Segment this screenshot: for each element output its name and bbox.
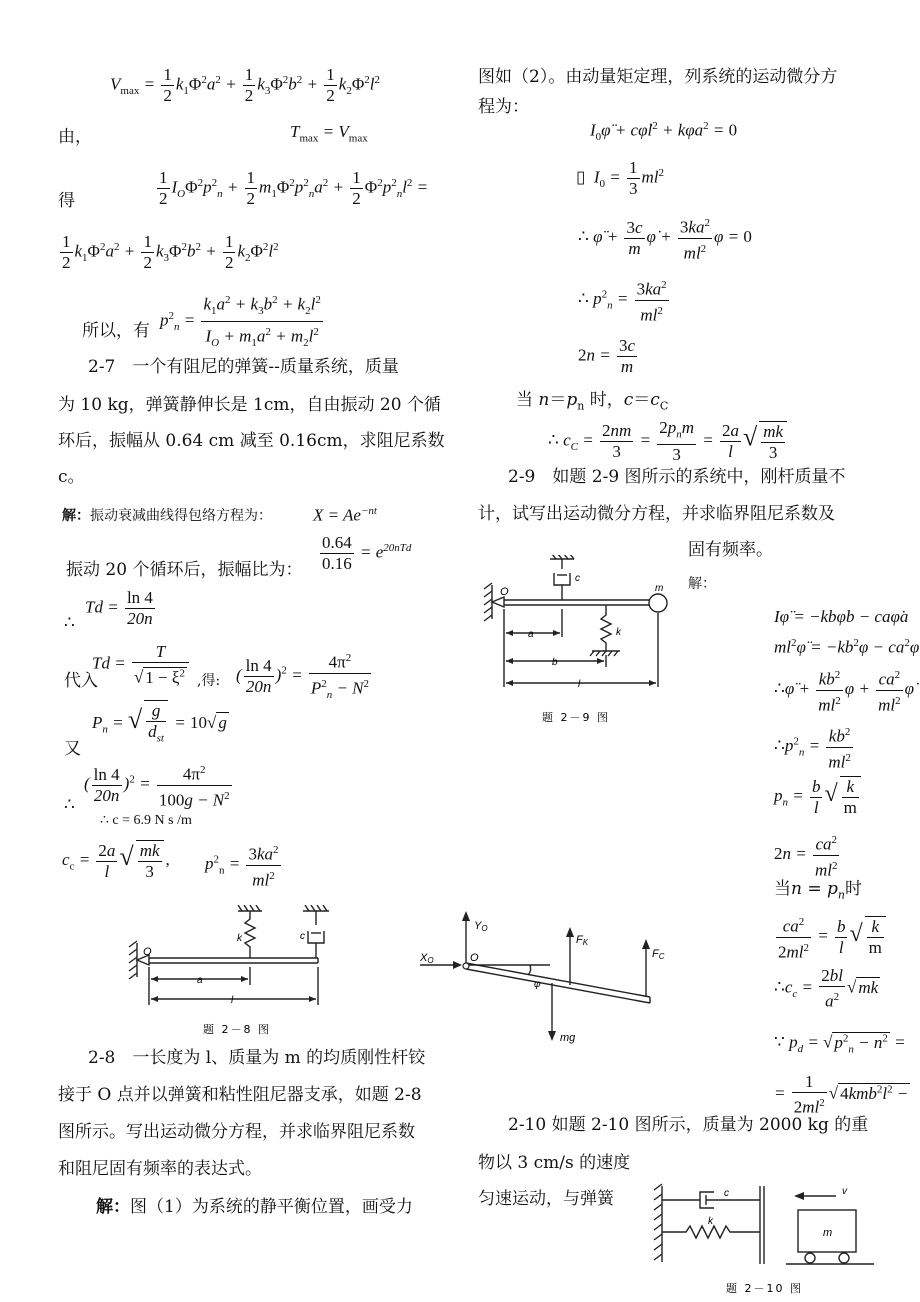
fbd-label-yo: YO (474, 920, 488, 933)
eq-cc-right: ∴ $c_C$ = $\frac{2nm}{3}$ = $\frac{2p_nm}{3}$ = $\frac{2a}{l}$ √ $\frac{mk}{3}$ (548, 418, 789, 465)
right-line-2: 程为： (478, 97, 529, 117)
fig28-label-o: O (143, 946, 152, 958)
eq-s1: Iφ̈ = −kbφb − caφ̇a (774, 607, 909, 626)
fig29-label-k: k (616, 627, 621, 638)
eq-cc: $c_c$ = $\frac{2a}{l}$ √ $\frac{mk}{3}$ , (62, 840, 170, 881)
eq-pn-sqrt: $P_n$ = √ $\frac{g}{d_{st}}$ = 10√ g (92, 700, 229, 748)
eq-s8: $\frac{ca^2}{2ml^2}$ = $\frac{b}{l}$ √ $\frac{k}{m}$ (774, 912, 888, 962)
eq-amp-ratio: $\frac{0.64}{0.16}$ = $e^{20nTd}$ (322, 533, 412, 573)
fig29-caption: 题 2－9 图 (542, 711, 610, 724)
eq-s5: $p_n$ = $\frac{b}{l}$ √ $\frac{k}{m}$ (774, 776, 863, 818)
fig210-label-k: k (708, 1216, 713, 1227)
eq-tmax-vmax: $T_{max} = V_{max}$ (290, 122, 368, 145)
eq-final-ln: ( $\frac{\ln 4}{20n}$ )$^2$ = $\frac{4\pi^2}{100g - N^2}$ (84, 764, 230, 810)
eq-2n: 2n = $\frac{3c}{m}$ (578, 336, 636, 376)
fig29-label-a: a (528, 629, 534, 640)
p27-line-2: 为 10 kg，弹簧静伸长是 1cm，自由振动 20 个循 (58, 395, 441, 415)
text-de2: ,得: (197, 673, 221, 689)
fbd-label-fc: FC (652, 948, 665, 961)
p29-line-2: 计，试写出运动微分方程，并求临界阻尼系数及 (478, 504, 835, 524)
fig29-label-c: c (575, 573, 580, 584)
therefore-2: ∴ (64, 795, 75, 815)
right-line-1: 图如（2）。由动量矩定理，列系统的运动微分方 (478, 67, 838, 87)
text-you2: 又 (64, 739, 81, 759)
fig28-label-k: k (237, 933, 242, 944)
text-you: 由， (58, 127, 92, 147)
eq-pn-right: ∴ $p^2_n$ = $\frac{3ka^2}{ml^2}$ (578, 279, 667, 325)
fig210-label-m: m (823, 1227, 833, 1239)
eq-s6: 2n = $\frac{ca^2}{ml^2}$ (774, 834, 838, 880)
eq-motion-1: $I_0\varphï$ + $c\varphi̇l^2 + k\varphi a^2 = 0$ (590, 120, 738, 144)
eq-vmax: $V_{max}$ = $\frac{1}{2}$ $k_1\Phi^2a^2$ + $\frac{1}{2}$ $k_3\Phi^2b^2$ + $\frac{1}{2}$ $k_2\Phi^2l^2$ (110, 65, 380, 105)
eq-inertia: ▯ $I_0$ = $\frac{1}{3}$ $ml^2$ (576, 158, 665, 198)
fig28-label-c: c (300, 931, 305, 942)
fbd-label-mg: mg (560, 1032, 576, 1044)
eq-ln-relation: ( $\frac{\ln 4}{20n}$ )$^2$ = $\frac{4\pi^2}{P^2_n - N^2}$ (236, 648, 373, 705)
solution-27-intro: 解：振动衰减曲线得包络方程为： (62, 508, 272, 524)
text-dairu: 代入 (64, 671, 98, 691)
p28-line-4: 和阻尼固有频率的表达式。 (58, 1159, 262, 1179)
eq-energy-long-1: $\frac{1}{2}$ $I_O\Phi^2p^2_n$ + $\frac{1}{2}$ $m_1\Phi^2p^2_na^2$ + $\frac{1}{2}$ $\Phi^2p^2_nl^2$ = (159, 168, 429, 208)
figure-free-body (418, 905, 674, 1055)
fig28-label-a: a (197, 975, 203, 986)
fig29-label-l: l (578, 679, 581, 690)
figure-2-8 (125, 905, 345, 1045)
eq-td: Td = $\frac{\ln 4}{20n}$ (85, 588, 153, 628)
p210-line-2: 物以 3 cm/s 的速度 (478, 1153, 631, 1173)
p29-line-1: 2-9 如题 2-9 图所示的系统中，刚杆质量不 (508, 467, 846, 487)
eq-c-result: ∴ c = 6.9 N s /m (100, 813, 192, 828)
eq-s3: ∴φ̈ + $\frac{kb^2}{ml^2}$ φ + $\frac{ca^2}{ml^2}$ φ̇ (774, 669, 915, 715)
p29-jie: 解： (688, 576, 716, 592)
eq-envelope: $X = Ae^{-nt}$ (313, 505, 377, 525)
eq-td2: Td = $\frac{T}{√ 1 - \xi^2}$ (92, 642, 191, 688)
fig29-label-m: m (655, 583, 664, 594)
eq-s10: ∵ $p_d$ = √ $p^2_n - n^2$ = (774, 1032, 906, 1056)
eq-energy-long-2: $\frac{1}{2}$ $k_1\Phi^2a^2$ + $\frac{1}{2}$ $k_3\Phi^2b^2$ + $\frac{1}{2}$ $k_2\Phi^2l^2$ (62, 232, 279, 272)
eq-s2: $ml^2\varphï = -kb^2\varphi$ − $ca^2\varphi̇$ (774, 637, 920, 657)
p27-line-3: 环后，振幅从 0.64 cm 减至 0.16cm，求阻尼系数 (58, 431, 445, 451)
text-amp: 振动 20 个循环后，振幅比为： (66, 560, 303, 580)
fbd-label-phi: φ (534, 979, 541, 990)
p28-line-2: 接于 O 点并以弹簧和粘性阻尼器支承，如题 2-8 (58, 1085, 422, 1105)
fig210-label-v: v (842, 1186, 847, 1197)
p28-solution: 解：图（1）为系统的静平衡位置，画受力 (96, 1197, 413, 1217)
figure-2-10 (652, 1180, 884, 1298)
fbd-label-fk: FK (576, 934, 589, 947)
therefore-1: ∴ (64, 613, 75, 633)
eq-s4: $\therefore p^2_n$ = $\frac{kb^2}{ml^2}$ (774, 726, 851, 772)
text-suoyi: 所以，有 (82, 321, 150, 341)
eq-s11: = $\frac{1}{2ml^2}$ √ $4kmb^2l^2$ − (774, 1072, 909, 1117)
text-when: 当 $n=p_n$ 时，$c=c_C$ (516, 390, 669, 413)
fbd-label-o: O (470, 952, 479, 964)
fbd-label-xo: XO (420, 952, 434, 965)
fig210-label-c: c (724, 1188, 729, 1199)
fig29-label-o: O (500, 586, 509, 598)
p28-line-1: 2-8 一长度为 l、质量为 m 的均质刚性杆铰 (88, 1048, 426, 1068)
text-de: 得 (58, 191, 75, 211)
p27-line-1: 2-7 一个有阻尼的弹簧--质量系统，质量 (88, 357, 399, 377)
eq-s9: $\therefore c_c$ = $\frac{2bl}{a^2}$ √ mk (774, 966, 879, 1011)
fig210-caption: 题 2－10 图 (726, 1282, 803, 1295)
text-s7: 当$n = p_n$时 (774, 879, 862, 902)
fig28-caption: 题 2－8 图 (203, 1023, 271, 1036)
eq-pn-squared: $p^2_n$ = $\frac{3ka^2}{ml^2}$ (205, 844, 279, 890)
p210-line-3: 匀速运动，与弹簧 (478, 1189, 614, 1209)
eq-motion-2: ∴ φ̈ + $\frac{3c}{m}$ φ̇ + $\frac{3ka^2}{ml^2}$ φ = 0 (578, 217, 752, 263)
p210-line-1: 2-10 如题 2-10 图所示，质量为 2000 kg 的重 (508, 1115, 869, 1135)
fig29-label-b: b (552, 657, 558, 668)
p27-line-4: c。 (58, 467, 85, 487)
fig28-label-l: l (231, 995, 234, 1006)
eq-pn2: $p^2_n$ = $\frac{k_1a^2 + k_3b^2 + k_2l^2}{I_O + m_1a^2 + m_2l^2}$ (160, 290, 325, 353)
figure-2-9 (482, 555, 678, 730)
p29-line-3: 固有频率。 (688, 540, 773, 560)
p28-line-3: 图所示。写出运动微分方程，并求临界阻尼系数 (58, 1122, 415, 1142)
